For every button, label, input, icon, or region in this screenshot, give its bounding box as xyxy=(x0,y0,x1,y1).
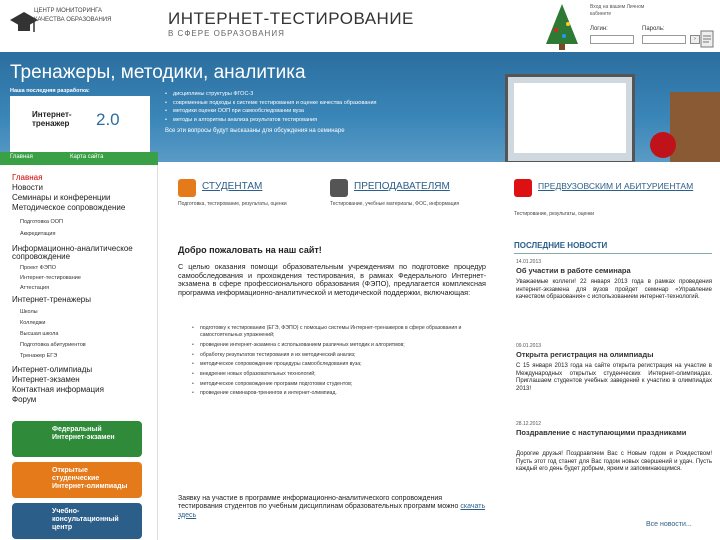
banner-feature: • современные подходы к системе тестирования и оценке качества образования xyxy=(165,99,465,108)
banner-text xyxy=(52,508,119,532)
sidebar-item-home[interactable]: Главная xyxy=(12,173,43,182)
banner-line: центр xyxy=(52,524,73,531)
sidebar-subitem[interactable]: Проект ФЭПО xyxy=(20,265,57,271)
sidebar-subitem[interactable]: Интернет-тестирование xyxy=(20,275,81,281)
sidebar-subitem[interactable]: Подготовка ООП xyxy=(20,219,63,225)
logo-text-line1: ЦЕНТР МОНИТОРИНГА xyxy=(34,8,102,14)
banner-feature: • методики оценки ООП при самообследовании вуза xyxy=(165,107,465,116)
document-icon[interactable] xyxy=(700,30,714,48)
monitor-screen xyxy=(514,83,626,153)
banner-line: Федеральный xyxy=(52,426,102,433)
nav-sitemap-link[interactable]: Карта сайта xyxy=(70,154,104,160)
login-box xyxy=(590,4,714,48)
banner-caption: Наша последняя разработка: xyxy=(10,88,90,94)
nav-home-link[interactable]: Главная xyxy=(10,154,33,160)
news-body: Дорогие друзья! Поздравляем Вас с Новым годом и Рождеством! Пусть этот год станет для Вас годом новых свершений и удач. Пусть каждый его день будет добрым, ярким и запоминающимся. xyxy=(516,451,712,473)
banner-text xyxy=(52,426,115,442)
application-text: Заявку на участие в программе информационно-аналитического сопровождения тестирования студентов по учебным дисциплинам образовательных программ можно xyxy=(178,495,459,511)
banner-feature-list xyxy=(165,90,465,124)
sidebar-subitem[interactable]: Аттестация xyxy=(20,285,50,291)
category-desc: Тестирование, результаты, оценки xyxy=(514,211,595,217)
category-title[interactable]: ПРЕДВУЗОВСКИМ И АБИТУРИЕНТАМ xyxy=(538,181,694,191)
top-nav xyxy=(0,152,158,165)
welcome-heading: Добро пожаловать на наш сайт! xyxy=(178,245,322,255)
list-item: • обработку результатов тестирования и их методический анализ; xyxy=(192,352,492,359)
category-title[interactable]: СТУДЕНТАМ xyxy=(202,181,263,192)
news-title[interactable]: Об участии в работе семинара xyxy=(516,266,631,275)
news-body: С 15 января 2013 года на сайте открыта регистрация на участие в Международных открытых студенческих Интернет-олимпиадах. Приглашаем студентов учебных заведений к участию в олимпиадах 2013! xyxy=(516,363,712,393)
download-link[interactable]: скачать здесь xyxy=(178,503,486,519)
monitor-illustration xyxy=(505,74,635,162)
trainer-name-line2: тренажер xyxy=(32,119,70,128)
sidebar-subitem[interactable]: Тренажер ЕГЭ xyxy=(20,353,58,359)
news-heading: ПОСЛЕДНИЕ НОВОСТИ xyxy=(514,241,608,250)
sidebar-subitem[interactable]: Аккредитация xyxy=(20,231,56,237)
banner-feature: • методы и алгоритмы анализа результатов тестирования xyxy=(165,116,465,125)
header xyxy=(0,0,720,52)
category-applicants[interactable] xyxy=(514,179,714,239)
sidebar-item-seminars[interactable]: Семинары и конференции xyxy=(12,193,111,202)
sidebar-subitem[interactable]: Школы xyxy=(20,309,38,315)
banner-line: консультационный xyxy=(52,516,119,523)
trainer-name xyxy=(32,110,72,128)
apple-icon xyxy=(650,132,676,158)
sidebar-subitem[interactable]: Подготовка абитуриентов xyxy=(20,342,86,348)
category-desc: Тестирование, учебные материалы, ФОС, информация xyxy=(330,201,460,207)
news-title[interactable]: Открыта регистрация на олимпиады xyxy=(516,350,654,359)
teacher-icon xyxy=(330,179,348,197)
main-content xyxy=(166,165,510,540)
password-input[interactable] xyxy=(642,35,686,44)
banner-note[interactable]: Все эти вопросы будут высказаны для обсуждения на семинаре xyxy=(165,128,345,134)
banner-line: студенческие xyxy=(52,475,100,482)
site-title: ИНТЕРНЕТ-ТЕСТИРОВАНИЕ xyxy=(168,9,414,28)
news-date: 28.12.2012 xyxy=(516,421,542,427)
sidebar-item-methods[interactable]: Методическое сопровождение xyxy=(12,203,126,212)
sidebar-item-forum[interactable]: Форум xyxy=(12,395,37,404)
list-item: • проведение семинаров-тренингов и интернет-олимпиад. xyxy=(192,390,492,397)
category-title[interactable]: ПРЕПОДАВАТЕЛЯМ xyxy=(354,181,450,192)
program-list xyxy=(192,325,492,400)
banner-internet-exam[interactable] xyxy=(12,421,142,457)
application-note xyxy=(178,495,486,520)
banner-title: Тренажеры, методики, аналитика xyxy=(10,62,306,83)
list-item: • подготовку к тестированию (ЕГЭ, ФЭПО) с помощью системы Интернет-тренажеров в сфере образования и самостоятельных упражнений; xyxy=(192,325,492,339)
category-desc: Подготовка, тестирование, результаты, оценки xyxy=(178,201,287,207)
banner-line: Интернет-олимпиады xyxy=(52,483,128,490)
all-news-link[interactable]: Все новости... xyxy=(646,521,692,528)
login-input[interactable] xyxy=(590,35,634,44)
list-item: • проведение интернет-экзамена с использованием различных методик и алгоритмов; xyxy=(192,342,492,349)
trainer-version: 2.0 xyxy=(96,110,120,129)
list-item: • методическое сопровождение программ подготовки студентов; xyxy=(192,381,492,388)
intro-text: С целью оказания помощи образовательным учреждениям по подготовке процедур самообследования и прохождения тестирования, в рамках Федерального Интернет-экзамена в сфере профессионального образования (ФЭПО), предлагается комплексная программа информационно-аналитической и методической поддержки, включающая: xyxy=(178,262,486,297)
applicant-icon xyxy=(514,179,532,197)
sidebar xyxy=(0,165,158,540)
books-illustration xyxy=(670,92,720,162)
sidebar-subitem[interactable]: Колледжи xyxy=(20,320,46,326)
sidebar-subitem[interactable]: Высшая школа xyxy=(20,331,59,337)
banner-line: Интернет-экзамен xyxy=(52,434,115,441)
list-item: • внедрение новых образовательных технологий; xyxy=(192,371,492,378)
news-column xyxy=(514,165,720,540)
banner-olympiads[interactable] xyxy=(12,462,142,498)
hero-banner xyxy=(0,52,720,162)
banner-line: Учебно- xyxy=(52,508,80,515)
christmas-tree-icon xyxy=(540,2,584,52)
divider xyxy=(514,253,712,254)
sidebar-item-contacts[interactable]: Контактная информация xyxy=(12,385,104,394)
student-icon xyxy=(178,179,196,197)
banner-feature: • дисциплины структуры ФГОС-3 xyxy=(165,90,465,99)
news-body: Уважаемые коллеги! 22 января 2013 года в рамках проведения интернет-экзамена для вузов пройдет семинар «Управление качеством образования» с использованием интернет-технологий. xyxy=(516,279,712,301)
sidebar-item-info[interactable]: Информационно-аналитическое сопровождение xyxy=(12,244,133,261)
sidebar-item-news[interactable]: Новости xyxy=(12,183,43,192)
logo-text-line2: КАЧЕСТВА ОБРАЗОВАНИЯ xyxy=(34,17,112,23)
trainer-promo[interactable] xyxy=(10,96,150,154)
news-date: 09.01.2013 xyxy=(516,343,542,349)
news-date: 14.01.2013 xyxy=(516,259,542,265)
trainer-name-line1: Интернет- xyxy=(32,110,72,119)
login-hint: Вход на вашем Личном кабинете xyxy=(590,4,645,17)
login-label: Логин: xyxy=(590,26,608,32)
banner-text xyxy=(52,467,128,491)
login-submit-button[interactable]: › xyxy=(690,35,700,44)
sidebar-item-trainers[interactable]: Интернет-тренажеры xyxy=(12,295,91,304)
banner-consulting-center[interactable] xyxy=(12,503,142,539)
password-label: Пароль: xyxy=(642,26,665,32)
banner-line: Открытые xyxy=(52,467,88,474)
list-item: • методическое сопровождение процедуры самообследования вуза; xyxy=(192,361,492,368)
sidebar-item-olympiads[interactable]: Интернет-олимпиады xyxy=(12,365,93,374)
sidebar-item-exam[interactable]: Интернет-экзамен xyxy=(12,375,80,384)
news-title[interactable]: Поздравление с наступающими праздниками xyxy=(516,428,687,437)
site-subtitle: В СФЕРЕ ОБРАЗОВАНИЯ xyxy=(168,29,285,38)
